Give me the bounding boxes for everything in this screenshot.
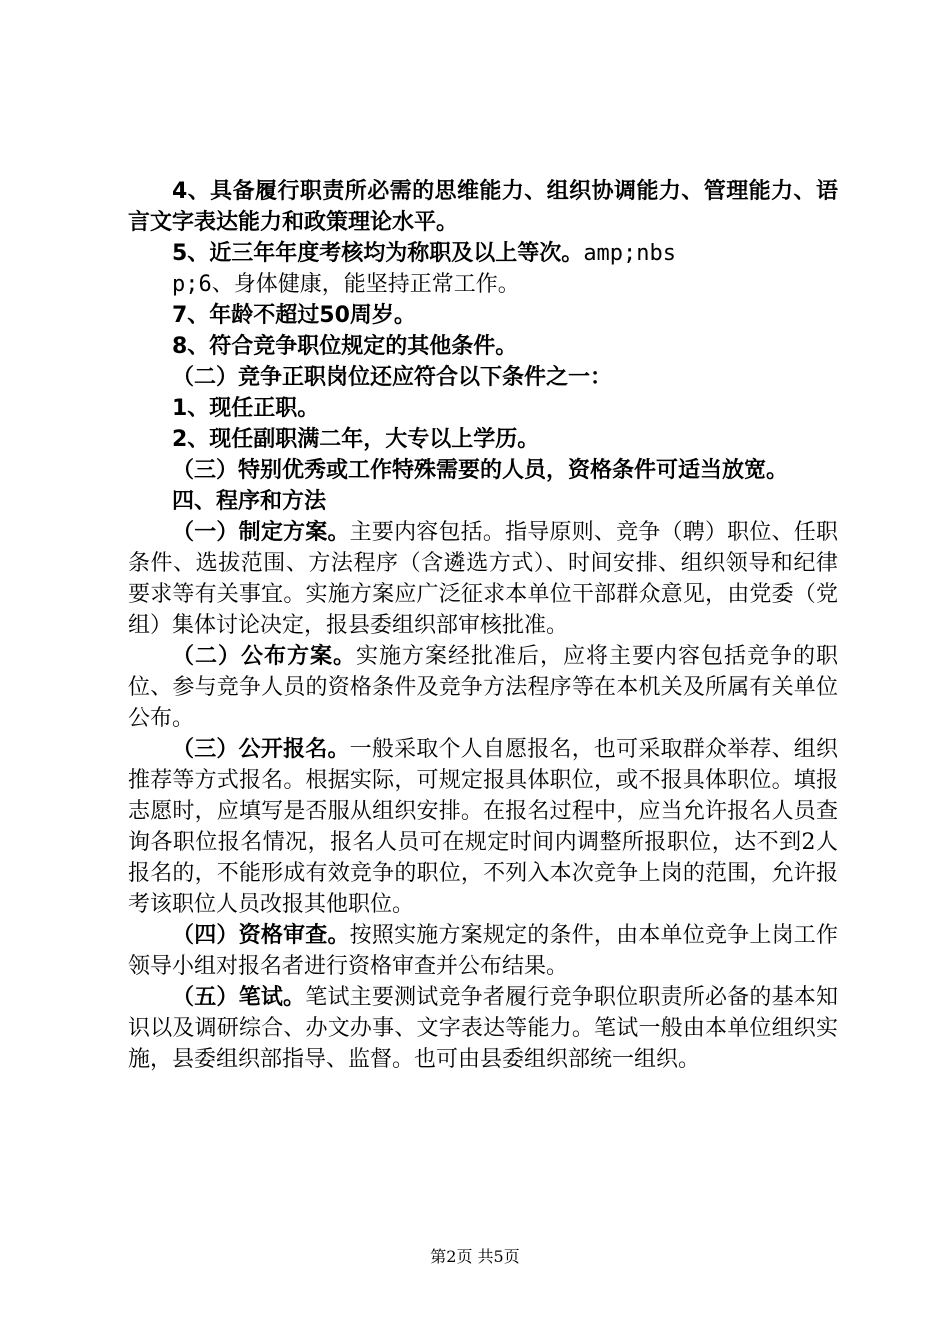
paragraph-step-1 bbox=[128, 517, 838, 641]
condition-5-text: 5、近三年年度考核均为称职及以上等次。 bbox=[172, 241, 584, 266]
step-2-body: 实施方案经批准后，应将主要内容包括竞争的职位、参与竞争人员的资格条件及竞争方法程序等在本机关及所属有关单位公布。 bbox=[128, 644, 838, 731]
paragraph-condition-6: p;6、身体健康，能坚持正常工作。 bbox=[172, 272, 520, 297]
paragraph-section-2: （二）竞争正职岗位还应符合以下条件之一： bbox=[172, 365, 613, 390]
paragraph-item-1: 1、现任正职。 bbox=[172, 396, 320, 421]
garbled-entity-text: amp;nbs bbox=[583, 241, 677, 266]
step-5-heading: （五）笔试。 bbox=[172, 985, 306, 1010]
step-3-body: 一般采取个人自愿报名，也可采取群众举荐、组织推荐等方式报名。根据实际，可规定报具体职位，或不报具体职位。填报志愿时，应填写是否服从组织安排。在报名过程中，应当允许报名人员查询各职位报名情况，报名人员可在规定时间内调整所报职位，达不到2人报名的，不能形成有效竞争的职位，不列入本次竞争上岗的范围，允许报考该职位人员改报其他职位。 bbox=[128, 737, 838, 917]
paragraph-step-2 bbox=[128, 641, 838, 734]
step-1-heading: （一）制定方案。 bbox=[172, 520, 350, 545]
document-body bbox=[128, 176, 838, 1075]
paragraph-item-2: 2、现任副职满二年，大专以上学历。 bbox=[172, 427, 540, 452]
step-5-body: 笔试主要测试竞争者履行竞争职位职责所必备的基本知识以及调研综合、办文办事、文字表达等能力。笔试一般由本单位组织实施，县委组织部指导、监督。也可由县委组织部统一组织。 bbox=[128, 985, 838, 1072]
paragraph-step-3 bbox=[128, 734, 838, 920]
paragraph-step-4 bbox=[128, 920, 838, 982]
paragraph-condition-5 bbox=[128, 238, 838, 269]
page-number-footer: 第2页 共5页 bbox=[430, 1247, 520, 1266]
heading-procedures: 四、程序和方法 bbox=[172, 489, 327, 514]
paragraph-condition-8: 8、符合竞争职位规定的其他条件。 bbox=[172, 334, 518, 359]
step-3-heading: （三）公开报名。 bbox=[172, 737, 350, 762]
paragraph-step-5 bbox=[128, 982, 838, 1075]
step-1-body: 主要内容包括。指导原则、竞争（聘）职位、任职条件、选拔范围、方法程序（含遴选方式）、时间安排、组织领导和纪律要求等有关事宜。实施方案应广泛征求本单位干部群众意见，由党委（党组）集体讨论决定，报县委组织部审核批准。 bbox=[128, 520, 838, 638]
step-4-body: 按照实施方案规定的条件，由本单位竞争上岗工作领导小组对报名者进行资格审查并公布结果。 bbox=[128, 923, 838, 979]
step-2-heading: （二）公布方案。 bbox=[172, 644, 356, 669]
step-4-heading: （四）资格审查。 bbox=[172, 923, 350, 948]
paragraph-condition-7: 7、年龄不超过50周岁。 bbox=[172, 303, 416, 328]
paragraph-condition-4: 4、具备履行职责所必需的思维能力、组织协调能力、管理能力、语言文字表达能力和政策理论水平。 bbox=[128, 179, 838, 235]
paragraph-section-3: （三）特别优秀或工作特殊需要的人员，资格条件可适当放宽。 bbox=[172, 458, 789, 483]
